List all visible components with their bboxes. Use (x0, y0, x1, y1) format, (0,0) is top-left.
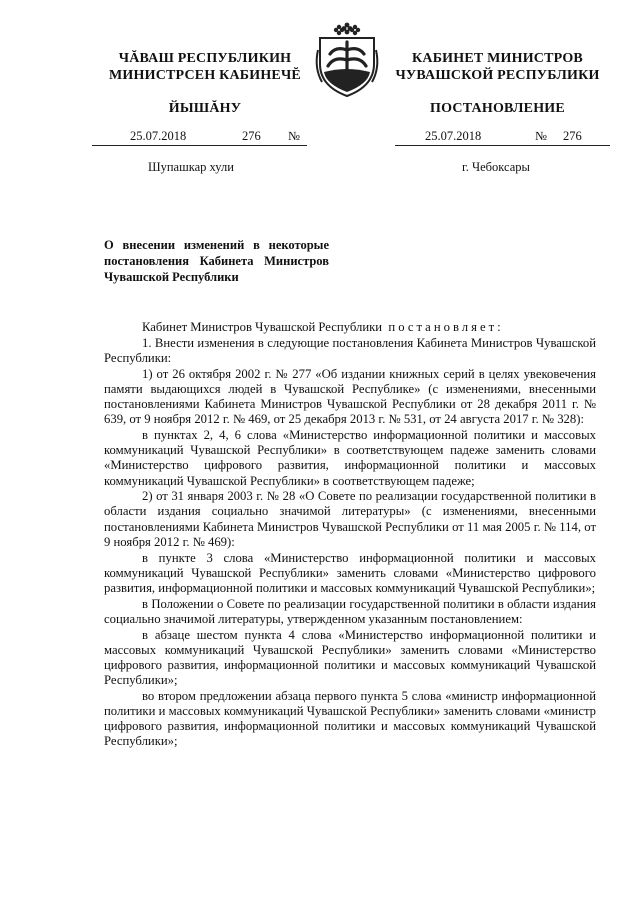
body-paragraph: 1. Внести изменения в следующие постановления Кабинета Министров Чувашской Республики: (104, 335, 596, 365)
body-paragraph: в пункте 3 слова «Министерство информационной политики и массовых коммуникаций Чувашской Республики» заменить словами «Министерство цифрового развития, информационной политики и массовых коммуникаций Чувашской Республики»; (104, 550, 596, 595)
body-paragraph: в Положении о Совете по реализации государственной политики в области издания социально значимой литературы, утвержденном указанным постановлением: (104, 596, 596, 626)
body-paragraph: 1) от 26 октября 2002 г. № 277 «Об издании книжных серий в целях увековечения памяти выдающихся людей в Чувашской Республике» (с изменениями, внесенными постановлениями Кабинета Министров Чувашской Республики от 28 декабря 2011 г. № 639, от 9 ноября 2012 г. № 469, от 25 декабря 2013 г. № 531, от 24 августа 2017 г. № 328): (104, 366, 596, 427)
dateline-right (395, 129, 610, 146)
date-left: 25.07.2018 (130, 129, 187, 143)
date-right: 25.07.2018 (425, 129, 482, 143)
header-right-doc-type: ПОСТАНОВЛЕНИЕ (430, 101, 565, 116)
body-paragraph: 2) от 31 января 2003 г. № 28 «О Совете по реализации государственной политики в области издания социально значимой литературы» (с изменениями, внесенными постановлениями Кабинета Министров Чувашской Республики от 11 мая 2005 г. № 114, от 9 ноября 2012 г. № 469): (104, 489, 596, 549)
header-right-line2: ЧУВАШСКОЙ РЕСПУБЛИКИ (395, 68, 600, 83)
number-sign-left: № (288, 129, 300, 143)
header-left-line1: ЧĂВАШ РЕСПУБЛИКИН (118, 51, 292, 66)
dateline-left (92, 129, 307, 146)
number-left: 276 (242, 129, 261, 143)
chuvashia-coat-of-arms-icon (312, 20, 382, 100)
body-paragraph: в абзаце шестом пункта 4 слова «Министерство информационной политики и массовых коммуникаций Чувашской Республики» заменить словами «Министерство цифрового развития, информационной политики и массовых коммуникаций Чувашской Республики»; (104, 627, 596, 688)
intro-verb: постановляет: (388, 320, 504, 334)
header-right-line1: КАБИНЕТ МИНИСТРОВ (412, 51, 583, 66)
header-left-line2: МИНИСТРСЕН КАБИНЕЧĔ (109, 68, 301, 83)
document-subject: О внесении изменений в некоторые постановления Кабинета Министров Чувашской Республики (104, 238, 329, 284)
body-paragraph: во втором предложении абзаца первого пункта 5 слова «министр информационной политики и массовых коммуникаций Чувашской Республики» заменить словами «министр цифрового развития, информационной политики и массовых коммуникаций Чувашской Республики»; (104, 688, 596, 749)
intro-paragraph (104, 320, 596, 335)
body-paragraph: в пунктах 2, 4, 6 слова «Министерство информационной политики и массовых коммуникаций Чувашской Республики» в соответствующем падеже заменить словами «Министерство цифрового развития, информационной политики и массовых коммуникаций Чувашской Республики» в соответствующем падеже; (104, 427, 596, 488)
header-left-doc-type: ЙЫШĂНУ (168, 101, 242, 116)
number-right: 276 (563, 129, 582, 143)
place-left: Шупашкар хули (148, 160, 234, 174)
document-body (104, 320, 596, 750)
number-sign-right: № (535, 129, 547, 143)
place-right: г. Чебоксары (462, 160, 530, 174)
header-left-block (100, 50, 310, 117)
intro-text: Кабинет Министров Чувашской Республики (142, 320, 383, 334)
header-right-block (385, 50, 610, 117)
